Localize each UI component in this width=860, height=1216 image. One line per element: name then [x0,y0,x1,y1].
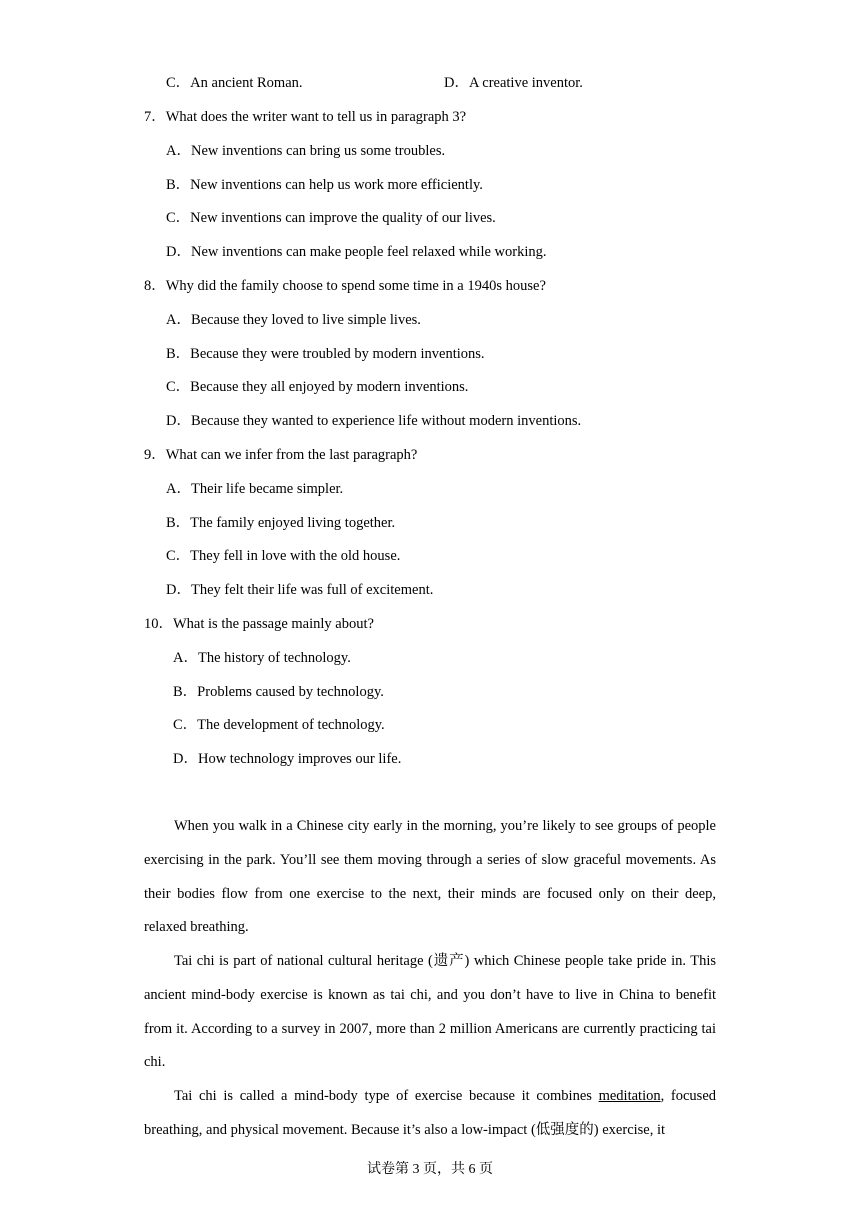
q8-option-c: C．Because they all enjoyed by modern inventions. [166,379,469,395]
q8-option-b: B．Because they were troubled by modern inventions. [166,346,485,362]
underlined-word: meditation [598,1088,661,1104]
q9-option-a: A．Their life became simpler. [166,481,344,497]
q6-option-c: C．An ancient Roman. [166,75,303,91]
q9-option-b: B．The family enjoyed living together. [166,515,396,531]
page-footer: 试卷第 3 页，共 6 页 [367,1162,493,1177]
q9-option-c: C．They fell in love with the old house. [166,548,401,564]
paragraph-3-text-start: Tai chi is called a mind-body type of exercise because it combines [174,1088,599,1104]
q7-option-d: D．New inventions can make people feel relaxed while working. [166,244,547,260]
q10-option-c: C．The development of technology. [173,717,385,733]
paragraph-3-text-end: , focused breathing, and physical movement. Because it’s also a low-impact (低强度的) exercise, it [144,1088,717,1138]
q7-question: 7．What does the writer want to tell us in paragraph 3? [144,109,467,125]
q7-option-a: A．New inventions can bring us some troubles. [166,143,446,159]
q10-option-a: A．The history of technology. [173,650,351,666]
q9-question: 9．What can we infer from the last paragraph? [144,447,418,463]
q10-option-b: B．Problems caused by technology. [173,684,384,700]
q8-question: 8．Why did the family choose to spend some time in a 1940s house? [144,278,546,294]
q7-option-c: C．New inventions can improve the quality of our lives. [166,210,496,226]
q10-option-d: D．How technology improves our life. [173,751,402,767]
q8-option-a: A．Because they loved to live simple lives. [166,312,421,328]
q6-option-d: D．A creative inventor. [444,75,583,91]
q10-question: 10．What is the passage mainly about? [144,616,374,632]
q7-option-b: B．New inventions can help us work more efficiently. [166,177,483,193]
q9-option-d: D．They felt their life was full of excitement. [166,582,434,598]
passage-paragraph-1: When you walk in a Chinese city early in the morning, you’re likely to see groups of people exercising in the park. You’ll see them moving through a series of slow graceful movements. As their bodies flow from one exercise to the next, their minds are focused only on their deep, relaxed breathing. [144,818,716,936]
passage-paragraph-2: Tai chi is part of national cultural heritage (遗产) which Chinese people take pride in. This ancient mind-body exercise is known as tai chi, and you don’t have to live in China to benefit from it. According to a survey in 2007, more than 2 million Americans are currently practicing tai chi. [144,953,716,1071]
q8-option-d: D．Because they wanted to experience life without modern inventions. [166,413,582,429]
passage-paragraph-3 [144,1080,716,1148]
